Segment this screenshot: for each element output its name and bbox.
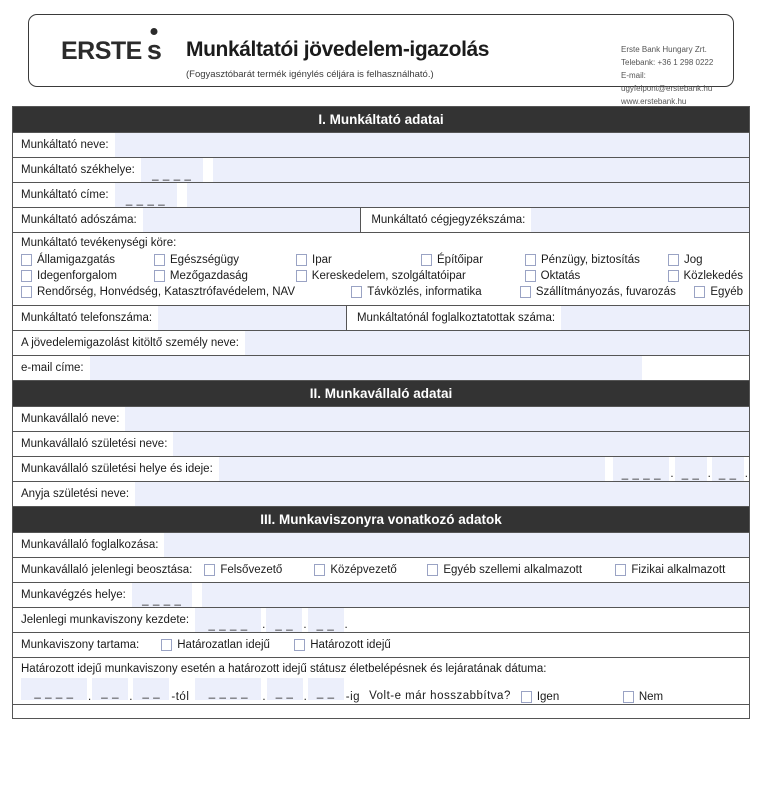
row-employer-phone-headcount bbox=[13, 306, 749, 331]
checkbox-box-icon[interactable] bbox=[154, 270, 165, 282]
checkbox-idegenforgalom[interactable]: Idegenforgalom bbox=[21, 270, 154, 282]
bank-contact-block bbox=[621, 44, 733, 109]
checkbox-box-icon[interactable] bbox=[204, 564, 215, 576]
row-employee-birth-place-date bbox=[13, 457, 749, 482]
filler-name-input[interactable] bbox=[245, 331, 749, 355]
employee-birth-name-input[interactable] bbox=[173, 432, 749, 456]
section-3-heading: III. Munkaviszonyra vonatkozó adatok bbox=[13, 507, 749, 533]
logo-dot-icon bbox=[151, 28, 158, 35]
from-date-sep-2: . bbox=[129, 691, 133, 703]
from-date-sep-1: . bbox=[88, 691, 92, 703]
employment-start-month-input[interactable]: _ _ bbox=[266, 608, 302, 632]
erste-logo bbox=[61, 37, 162, 64]
checkbox-box-icon[interactable] bbox=[668, 254, 679, 266]
fixed-term-from-year-input[interactable]: _ _ _ _ bbox=[21, 678, 87, 700]
checkbox-hosszabbitva-igen[interactable]: Igen bbox=[511, 691, 623, 704]
activity-row-3 bbox=[21, 284, 743, 300]
occupation-label: Munkavállaló foglalkozása: bbox=[21, 539, 159, 551]
employer-name-input[interactable] bbox=[115, 133, 749, 157]
checkbox-felsovezeto[interactable]: Felsővezető bbox=[204, 564, 314, 576]
checkbox-box-icon[interactable] bbox=[21, 270, 32, 282]
birth-date-sep-2: . bbox=[707, 468, 711, 480]
employment-start-day-input[interactable]: _ _ bbox=[308, 608, 344, 632]
checkbox-kozepvezeto[interactable]: Középvezető bbox=[314, 564, 427, 576]
checkbox-box-icon[interactable] bbox=[21, 286, 32, 298]
employer-address-label: Munkáltató címe: bbox=[21, 189, 109, 201]
employer-phone-input[interactable] bbox=[158, 306, 346, 330]
employer-seat-zip-input[interactable]: _ _ _ _ bbox=[141, 158, 203, 182]
header-box bbox=[28, 14, 734, 106]
checkbox-box-icon[interactable] bbox=[520, 286, 531, 298]
employer-address-zip-input[interactable]: _ _ _ _ bbox=[115, 183, 177, 207]
section-1-heading: I. Munkáltató adatai bbox=[13, 107, 749, 133]
title-block bbox=[186, 38, 586, 80]
checkbox-kereskedelem-szolgaltatoipar[interactable]: Kereskedelem, szolgáltatóipar bbox=[296, 270, 525, 282]
employer-seat-address-input[interactable] bbox=[213, 158, 749, 182]
checkbox-fizikai-alkalmazott[interactable]: Fizikai alkalmazott bbox=[615, 564, 725, 576]
checkbox-oktatas[interactable]: Oktatás bbox=[525, 270, 668, 282]
activity-row-1 bbox=[21, 252, 743, 268]
mother-name-input[interactable] bbox=[135, 482, 749, 506]
activity-group-label: Munkáltató tevékenységi köre: bbox=[21, 237, 177, 249]
row-employer-address bbox=[13, 183, 749, 208]
position-label: Munkavállaló jelenlegi beosztása: bbox=[21, 564, 193, 576]
next-row-placeholder bbox=[13, 705, 21, 718]
checkbox-box-icon[interactable] bbox=[668, 270, 679, 282]
checkbox-egyeb-szellemi-alkalmazott[interactable]: Egyéb szellemi alkalmazott bbox=[427, 564, 615, 576]
checkbox-box-icon[interactable] bbox=[623, 691, 634, 703]
employee-birth-place-input[interactable] bbox=[219, 457, 606, 481]
checkbox-box-icon[interactable] bbox=[294, 639, 305, 651]
checkbox-allamigazgatas[interactable]: Államigazgatás bbox=[21, 254, 154, 266]
workplace-address-input[interactable] bbox=[202, 583, 749, 607]
checkbox-ipar[interactable]: Ipar bbox=[296, 254, 421, 266]
row-employment-start bbox=[13, 608, 749, 633]
to-date-sep-1: . bbox=[262, 691, 266, 703]
birth-date-sep-3: . bbox=[744, 468, 748, 480]
checkbox-rendorseg-honvedseg-katasztrofavedelem-nav[interactable]: Rendőrség, Honvédség, Katasztrófavédelem, NAV bbox=[21, 286, 351, 298]
row-next-partial bbox=[13, 705, 749, 719]
bank-email: E-mail: ugyfelpont@erstebank.hu bbox=[621, 70, 713, 93]
checkbox-mezogazdasag[interactable]: Mezőgazdaság bbox=[154, 270, 296, 282]
bank-website: www.erstebank.hu bbox=[621, 96, 687, 106]
checkbox-tavkozles-informatika[interactable]: Távközlés, informatika bbox=[351, 286, 520, 298]
bank-company-name: Erste Bank Hungary Zrt. bbox=[621, 45, 707, 54]
checkbox-egeszsegugy[interactable]: Egészségügy bbox=[154, 254, 296, 266]
page-title: Munkáltatói jövedelem-igazolás bbox=[186, 38, 490, 61]
employer-company-reg-label: Munkáltató cégjegyzékszáma: bbox=[360, 208, 531, 232]
checkbox-box-icon[interactable] bbox=[421, 254, 432, 266]
logo-wordmark: ERSTE bbox=[61, 37, 142, 65]
checkbox-box-icon[interactable] bbox=[296, 270, 307, 282]
row-employee-name bbox=[13, 407, 749, 432]
fixed-term-to-year-input[interactable]: _ _ _ _ bbox=[195, 678, 261, 700]
row-filler-email bbox=[13, 356, 749, 381]
fixed-term-note: Határozott idejű munkaviszony esetén a határozott idejű státusz életbelépésnek és lejáratának dátuma: bbox=[21, 663, 547, 675]
form-table bbox=[12, 106, 750, 719]
fixed-term-to-day-input[interactable]: _ _ bbox=[308, 678, 344, 700]
birth-date-sep-1: . bbox=[670, 468, 674, 480]
filler-email-input[interactable] bbox=[90, 356, 642, 380]
erste-s-icon bbox=[147, 37, 162, 64]
fixed-term-to-month-input[interactable]: _ _ bbox=[267, 678, 303, 700]
start-date-sep-1: . bbox=[262, 619, 266, 631]
fixed-term-from-day-input[interactable]: _ _ bbox=[133, 678, 169, 700]
bank-phone: Telebank: +36 1 298 0222 bbox=[621, 57, 714, 67]
row-occupation bbox=[13, 533, 749, 558]
checkbox-box-icon[interactable] bbox=[314, 564, 325, 576]
employer-name-label: Munkáltató neve: bbox=[21, 139, 109, 151]
employer-company-reg-input[interactable] bbox=[531, 208, 749, 232]
mother-name-label: Anyja születési neve: bbox=[21, 488, 130, 500]
employer-tax-number-label: Munkáltató adószáma: bbox=[21, 214, 137, 226]
employer-address-rest-input[interactable] bbox=[187, 183, 749, 207]
checkbox-epitoipar[interactable]: Építőipar bbox=[421, 254, 525, 266]
checkbox-szallitmanyozas-fuvarozas[interactable]: Szállítmányozás, fuvarozás bbox=[520, 286, 695, 298]
employment-start-label: Jelenlegi munkaviszony kezdete: bbox=[21, 614, 190, 626]
fixed-term-from-month-input[interactable]: _ _ bbox=[92, 678, 128, 700]
employer-seat-label: Munkáltató székhelye: bbox=[21, 164, 135, 176]
employee-birth-name-label: Munkavállaló születési neve: bbox=[21, 438, 168, 450]
checkbox-egyeb[interactable]: Egyéb bbox=[694, 286, 743, 298]
extended-question-label: Volt-e már hosszabbítva? bbox=[369, 690, 511, 702]
checkbox-box-icon[interactable] bbox=[427, 564, 438, 576]
employee-name-input[interactable] bbox=[125, 407, 749, 431]
workplace-label: Munkavégzés helye: bbox=[21, 589, 126, 601]
employee-birth-place-date-label: Munkavállaló születési helye és ideje: bbox=[21, 463, 213, 475]
logo-s-letter: s bbox=[146, 35, 162, 65]
row-position bbox=[13, 558, 749, 583]
checkbox-box-icon[interactable] bbox=[525, 254, 536, 266]
employee-count-input[interactable] bbox=[561, 306, 749, 330]
employee-name-label: Munkavállaló neve: bbox=[21, 413, 120, 425]
row-fixed-term-dates bbox=[13, 658, 749, 705]
employee-count-label: Munkáltatónál foglalkoztatottak száma: bbox=[346, 306, 561, 330]
to-suffix-label: -ig bbox=[345, 691, 361, 703]
checkbox-box-icon[interactable] bbox=[161, 639, 172, 651]
activity-checkbox-group bbox=[13, 233, 749, 305]
employment-start-year-input[interactable]: _ _ _ _ bbox=[195, 608, 261, 632]
row-mother-name bbox=[13, 482, 749, 507]
checkbox-penzugy-biztositas[interactable]: Pénzügy, biztosítás bbox=[525, 254, 668, 266]
activity-row-2 bbox=[21, 268, 743, 284]
row-filler-name bbox=[13, 331, 749, 356]
row-employment-duration bbox=[13, 633, 749, 658]
checkbox-box-icon[interactable] bbox=[154, 254, 165, 266]
employee-birth-month-input[interactable]: _ _ bbox=[675, 457, 707, 481]
employer-phone-label: Munkáltató telefonszáma: bbox=[21, 312, 153, 324]
checkbox-hatarozott-ideju[interactable]: Határozott idejű bbox=[294, 639, 391, 651]
workplace-zip-input[interactable]: _ _ _ _ bbox=[132, 583, 192, 607]
row-employer-tax-reg bbox=[13, 208, 749, 233]
row-workplace bbox=[13, 583, 749, 608]
checkbox-box-icon[interactable] bbox=[521, 691, 532, 703]
checkbox-box-icon[interactable] bbox=[525, 270, 536, 282]
checkbox-box-icon[interactable] bbox=[21, 254, 32, 266]
start-date-sep-2: . bbox=[303, 619, 307, 631]
employer-tax-number-input[interactable] bbox=[143, 208, 361, 232]
checkbox-box-icon[interactable] bbox=[296, 254, 307, 266]
checkbox-box-icon[interactable] bbox=[615, 564, 626, 576]
employee-birth-day-input[interactable]: _ _ bbox=[712, 457, 744, 481]
filler-name-label: A jövedelemigazolást kitöltő személy neve: bbox=[21, 337, 239, 349]
from-suffix-label: -tól bbox=[171, 691, 190, 703]
checkbox-box-icon[interactable] bbox=[694, 286, 705, 298]
position-checkbox-group bbox=[198, 558, 725, 582]
page-subtitle: (Fogyasztóbarát termék igénylés céljára is felhasználható.) bbox=[186, 69, 434, 81]
employee-birth-year-input[interactable]: _ _ _ _ bbox=[613, 457, 669, 481]
row-employer-activity bbox=[13, 233, 749, 306]
checkbox-hatarozatlan-ideju[interactable]: Határozatlan idejű bbox=[161, 639, 294, 651]
checkbox-hosszabbitva-nem[interactable]: Nem bbox=[623, 691, 663, 704]
row-employer-name bbox=[13, 133, 749, 158]
section-2-heading: II. Munkavállaló adatai bbox=[13, 381, 749, 407]
checkbox-box-icon[interactable] bbox=[351, 286, 362, 298]
occupation-input[interactable] bbox=[164, 533, 749, 557]
start-date-sep-3: . bbox=[344, 619, 348, 631]
row-employer-seat bbox=[13, 158, 749, 183]
checkbox-jog[interactable]: Jog bbox=[668, 254, 703, 266]
duration-checkbox-group bbox=[145, 633, 391, 657]
to-date-sep-2: . bbox=[303, 691, 307, 703]
row-employee-birth-name bbox=[13, 432, 749, 457]
checkbox-kozlekedes[interactable]: Közlekedés bbox=[668, 270, 743, 282]
employment-duration-label: Munkaviszony tartama: bbox=[21, 639, 140, 651]
filler-email-label: e-mail címe: bbox=[21, 362, 84, 374]
